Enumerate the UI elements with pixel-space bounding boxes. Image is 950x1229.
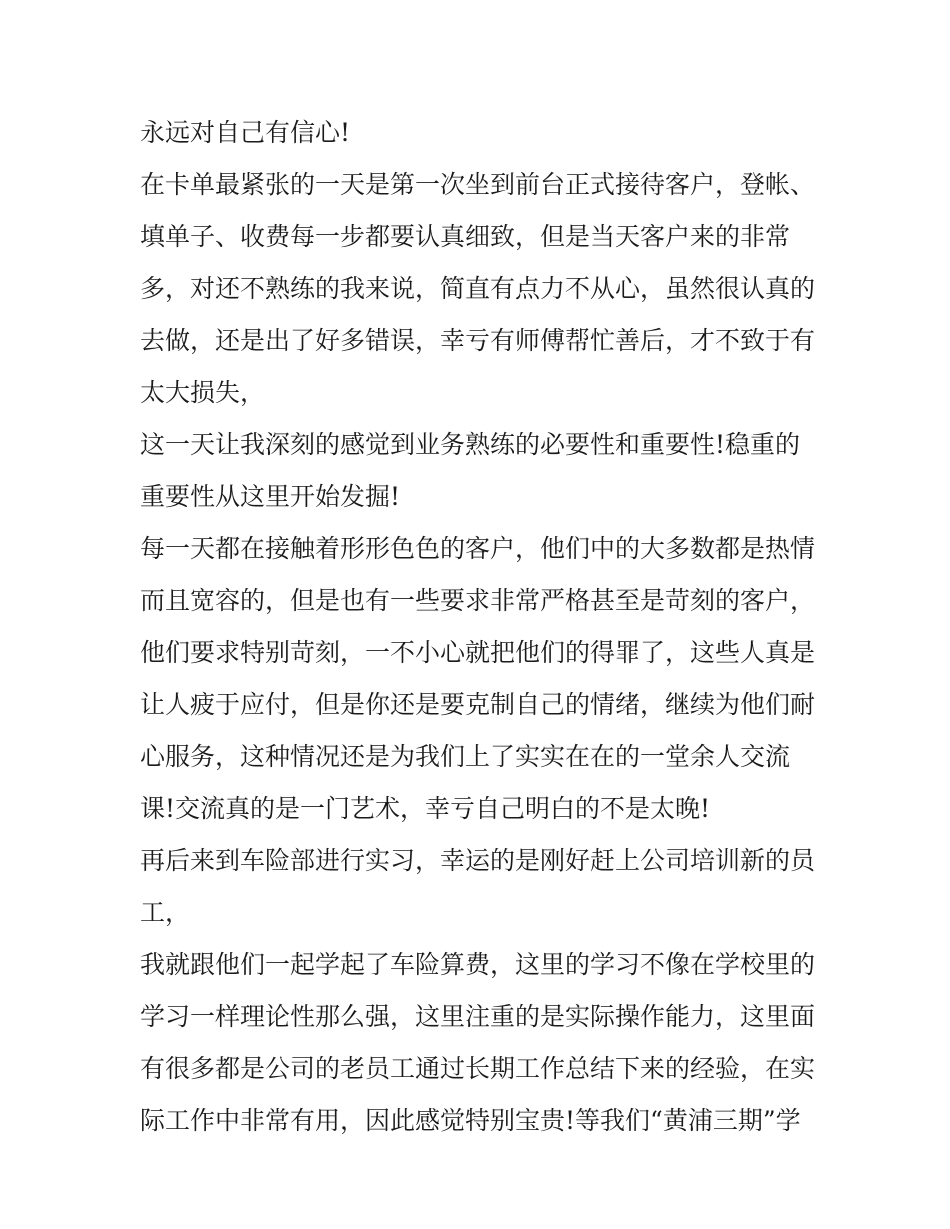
text-line: 有很多都是公司的老员工通过长期工作总结下来的经验，在实 — [140, 1054, 816, 1083]
text-line: 再后来到车险部进行实习，幸运的是刚好赶上公司培训新的员 — [140, 846, 816, 875]
text-line: 工， — [140, 898, 191, 927]
text-line: 永远对自己有信心! — [140, 118, 351, 147]
text-line: 这一天让我深刻的感觉到业务熟练的必要性和重要性!稳重的 — [140, 430, 801, 459]
text-line: 他们要求特别苛刻，一不小心就把他们的得罪了，这些人真是 — [140, 638, 816, 667]
text-line: 太大损失， — [140, 378, 266, 407]
text-line: 而且宽容的，但是也有一些要求非常严格甚至是苛刻的客户， — [140, 586, 816, 615]
text-line: 多，对还不熟练的我来说，简直有点力不从心，虽然很认真的 — [140, 274, 816, 303]
text-line: 在卡单最紧张的一天是第一次坐到前台正式接待客户，登帐、 — [140, 170, 816, 199]
text-line: 我就跟他们一起学起了车险算费，这里的学习不像在学校里的 — [140, 950, 816, 979]
text-line: 重要性从这里开始发掘! — [140, 482, 401, 511]
text-line: 每一天都在接触着形形色色的客户，他们中的大多数都是热情 — [140, 534, 816, 563]
text-line: 学习一样理论性那么强，这里注重的是实际操作能力，这里面 — [140, 1002, 816, 1031]
text-line: 去做，还是出了好多错误，幸亏有师傅帮忙善后，才不致于有 — [140, 326, 816, 355]
text-line: 心服务，这种情况还是为我们上了实实在在的一堂余人交流 — [140, 742, 791, 771]
text-line: 让人疲于应付，但是你还是要克制自己的情绪，继续为他们耐 — [140, 690, 816, 719]
document-text — [140, 107, 820, 1147]
text-line: 填单子、收费每一步都要认真细致，但是当天客户来的非常 — [140, 222, 791, 251]
text-line: 际工作中非常有用，因此感觉特别宝贵!等我们“黄浦三期”学 — [140, 1106, 801, 1135]
text-line: 课!交流真的是一门艺术，幸亏自己明白的不是太晚! — [140, 794, 711, 823]
